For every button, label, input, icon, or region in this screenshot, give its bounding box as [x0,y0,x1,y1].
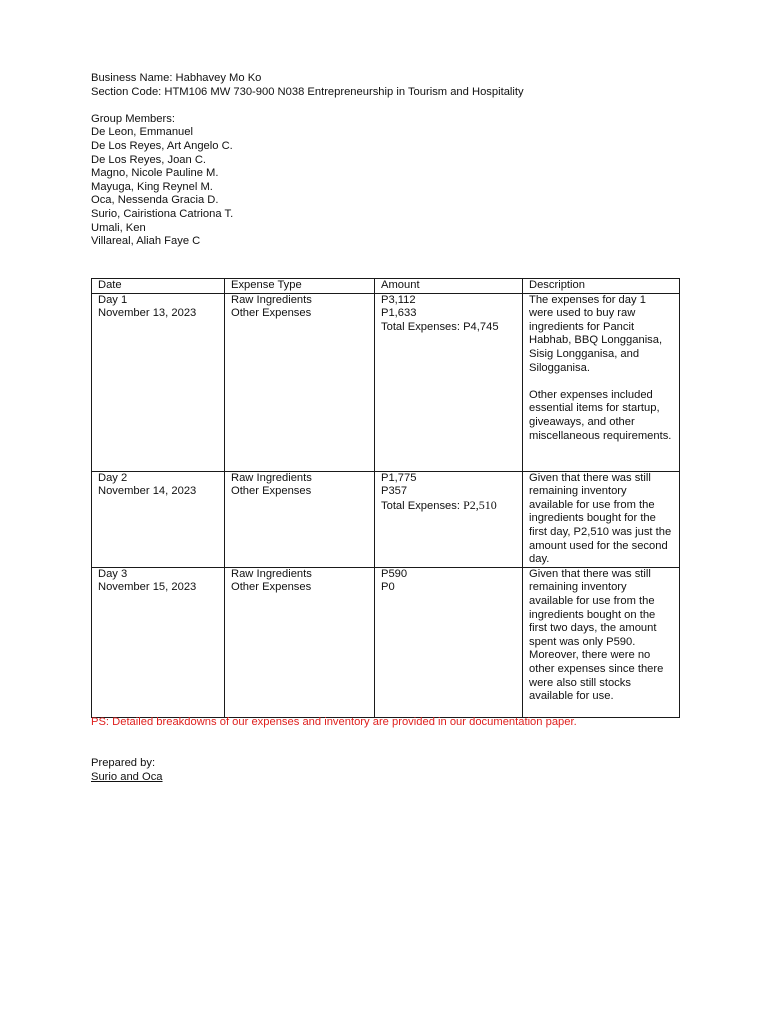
expense-type: Other Expenses [231,485,312,498]
document-header [91,72,691,249]
total-label: Total Expenses: [381,320,464,333]
group-member: Surio, Cairistiona Catriona T. [91,207,234,220]
total-expenses [381,321,516,335]
expense-type: Raw Ingredients [231,567,312,580]
amount-value: P1,633 [381,307,417,320]
group-member: Magno, Nicole Pauline M. [91,167,219,180]
section-code: Section Code: HTM106 MW 730-900 N038 Entrepreneurship in Tourism and Hospitality [91,85,524,98]
date-cell [92,471,225,567]
day-label: Day 2 [98,471,128,484]
prepared-by-names: Surio and Oca [91,770,163,783]
expense-type-cell [225,567,375,717]
expense-type-cell [225,471,375,567]
column-header-amount: Amount [375,279,523,294]
expense-type: Raw Ingredients [231,471,312,484]
amount-cell [375,471,523,567]
amount-value: P1,775 [381,471,417,484]
expense-type: Other Expenses [231,581,312,594]
group-member: De Los Reyes, Joan C. [91,153,207,166]
expenses-table [91,278,680,718]
table-row [92,471,680,567]
amount-cell [375,567,523,717]
expense-type: Other Expenses [231,307,312,320]
description-text: Given that there was still remaining inventory available for use from the ingredients bought on the first two days, the amount spent was only P590. Moreover, there were no other expenses since there were also still stocks available for use. [529,567,664,703]
description-text: Other expenses included essential items for startup, giveaways, and other miscellaneous requirements. [529,388,672,442]
total-value: P4,745 [463,320,499,333]
expense-type: Raw Ingredients [231,293,312,306]
total-value: P2,510 [463,497,497,512]
postscript-note: PS: Detailed breakdowns of our expenses and inventory are provided in our documentation paper. [91,716,577,728]
description-text: The expenses for day 1 were used to buy raw ingredients for Pancit Habhab, BBQ Longganisa, Sisig Longganisa, and Silogganisa. [529,293,663,374]
total-label: Total Expenses: [381,499,464,512]
expense-type-cell [225,293,375,471]
column-header-expense-type: Expense Type [225,279,375,294]
date-label: November 14, 2023 [98,485,197,498]
date-label: November 15, 2023 [98,581,197,594]
amount-value: P3,112 [381,293,416,306]
prepared-by-label: Prepared by: [91,757,156,769]
description-cell [523,567,680,717]
column-header-description: Description [523,279,680,294]
amount-value: P590 [381,567,408,580]
business-name: Business Name: Habhavey Mo Ko [91,72,262,84]
spacer [91,99,691,113]
date-cell [92,293,225,471]
day-label: Day 3 [98,567,128,580]
description-text: Given that there was still remaining inventory available for use from the ingredients bought for the first day, P2,510 was just the amount used for the second day. [529,471,672,566]
table-row [92,567,680,717]
group-member: Mayuga, King Reynel M. [91,180,213,193]
group-member: Villareal, Aliah Faye C [91,235,201,248]
group-member: Umali, Ken [91,221,146,234]
total-expenses [381,499,516,514]
column-header-date: Date [92,279,225,294]
day-label: Day 1 [98,293,128,306]
amount-value: P357 [381,485,408,498]
group-member: De Los Reyes, Art Angelo C. [91,139,233,152]
date-cell [92,567,225,717]
group-member: Oca, Nessenda Gracia D. [91,194,219,207]
amount-value: P0 [381,581,395,594]
group-members-heading: Group Members: [91,112,175,125]
date-label: November 13, 2023 [98,307,197,320]
description-cell [523,293,680,471]
table-row [92,293,680,471]
group-member: De Leon, Emmanuel [91,126,193,139]
table-header-row [92,279,680,294]
amount-cell [375,293,523,471]
description-cell [523,471,680,567]
prepared-by-block [91,757,163,784]
